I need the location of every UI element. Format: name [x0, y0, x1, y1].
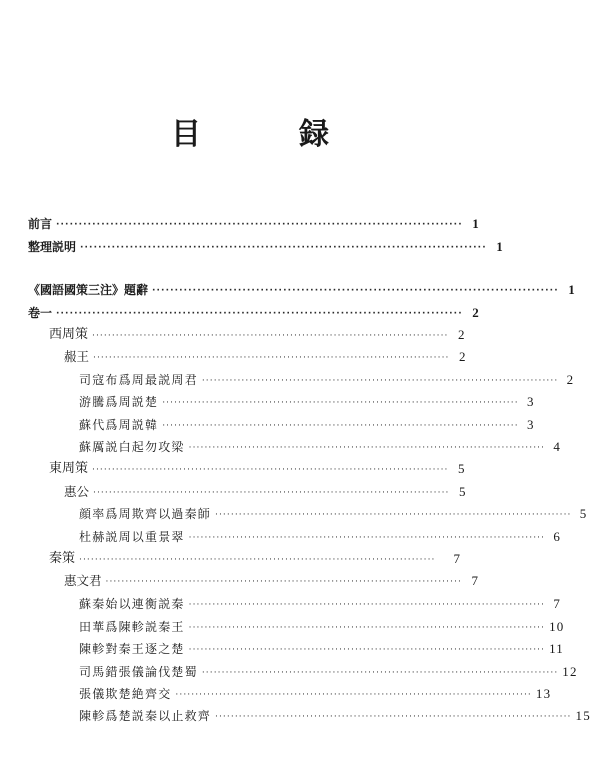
toc-entry-chapter[interactable] [79, 593, 562, 615]
toc-entry-chapter[interactable] [79, 705, 591, 727]
toc-page-number: 15 [575, 708, 591, 723]
toc-dot-leader: ·························································································· [80, 243, 487, 253]
toc-entry-title: 陳軫對秦王逐之楚 [79, 642, 185, 656]
toc-entry-title: 秦策 [49, 551, 76, 566]
page-title: 目 録 [171, 117, 363, 152]
toc-page-number: 12 [562, 664, 578, 679]
toc-dot-leader: ·························································································· [215, 712, 572, 722]
toc-page-number: 11 [549, 641, 565, 656]
toc-page-number: 6 [553, 529, 562, 544]
toc-entry-title: 顔率爲周欺齊以過秦師 [79, 507, 212, 521]
toc-entry-title: 張儀欺楚絶齊交 [79, 687, 172, 701]
toc-dot-leader: ·························································································· [152, 286, 559, 296]
toc-page-number: 3 [526, 394, 535, 409]
toc-page-number: 5 [458, 461, 465, 476]
toc-entry-title: 《國語國策三注》題辭 [28, 283, 149, 297]
toc-entry-title: 赧王 [64, 349, 90, 364]
toc-entry-title: 卷一 [28, 306, 53, 320]
toc-dot-leader: ·························································································· [93, 488, 450, 498]
toc-entry-editorial-notes[interactable] [28, 236, 503, 258]
toc-entry-section[interactable] [49, 548, 460, 570]
toc-entry-title: 蘇厲説白起勿攻梁 [79, 440, 185, 454]
toc-entry-title: 前言 [28, 217, 53, 231]
toc-entry-chapter[interactable] [79, 414, 535, 436]
toc-dot-leader: ·························································································· [188, 600, 546, 610]
toc-entry-chapter[interactable] [79, 436, 562, 458]
toc-entry-title: 東周策 [49, 461, 89, 476]
toc-page-number: 5 [459, 484, 466, 499]
toc-dot-leader: ·························································································· [188, 533, 546, 543]
toc-entry-title: 游騰爲周説楚 [79, 395, 159, 409]
toc-dot-leader: ·························································································· [92, 331, 449, 341]
toc-page-number: 7 [453, 551, 460, 566]
toc-entry-subsection[interactable] [64, 346, 466, 368]
toc-dot-leader: ·························································································· [215, 510, 572, 520]
toc-dot-leader: ·························································································· [188, 443, 546, 453]
toc-entry-title: 陳軫爲楚説秦以止救齊 [79, 709, 212, 723]
toc-entry-section[interactable] [49, 458, 465, 480]
toc-entry-chapter[interactable] [79, 369, 575, 391]
toc-page-number: 7 [553, 596, 562, 611]
toc-entry-title: 惠文君 [64, 573, 102, 588]
toc-dot-leader: ·························································································· [56, 309, 463, 319]
toc-entry-title: 司寇布爲周最説周君 [79, 373, 198, 387]
toc-page-number: 2 [458, 327, 465, 342]
toc-page-number: 2 [472, 305, 479, 320]
toc-entry-subsection[interactable] [64, 570, 478, 592]
toc-entry-chapter[interactable] [79, 616, 565, 638]
toc-entry-chapter[interactable] [79, 503, 588, 525]
toc-entry-title: 西周策 [49, 327, 89, 342]
toc-entry-chapter[interactable] [79, 391, 535, 413]
toc-entry-chapter[interactable] [79, 526, 562, 548]
toc-dot-leader: ·························································································· [79, 555, 436, 565]
toc-page-number: 1 [568, 282, 575, 297]
toc-dot-leader: ·························································································· [105, 577, 462, 587]
toc-dot-leader: ·························································································· [175, 690, 532, 700]
toc-entry-preface[interactable] [28, 213, 479, 235]
toc-entry-title: 田華爲陳軫説秦王 [79, 620, 185, 634]
toc-entry-title: 司馬錯張儀論伐楚蜀 [79, 665, 198, 679]
toc-dot-leader: ·························································································· [92, 465, 449, 475]
toc-entry-subsection[interactable] [64, 481, 466, 503]
toc-dot-leader: ·························································································· [201, 668, 559, 678]
toc-dot-leader: ·························································································· [201, 376, 559, 386]
toc-entry-chapter[interactable] [79, 638, 565, 660]
toc-entry-title: 蘇秦始以連衡説秦 [79, 597, 185, 611]
toc-entry-chapter[interactable] [79, 683, 552, 705]
toc-page-number: 13 [535, 686, 552, 701]
toc-dot-leader: ·························································································· [162, 398, 519, 408]
toc-page-number: 1 [496, 239, 503, 254]
toc-entry-title: 杜赫説周以重景翠 [79, 530, 185, 544]
toc-entry-volume-1[interactable] [28, 302, 479, 324]
toc-entry-inscription[interactable] [28, 279, 575, 301]
toc-dot-leader: ·························································································· [188, 623, 546, 633]
toc-page-number: 5 [579, 506, 588, 521]
toc-entry-title: 惠公 [64, 484, 90, 499]
toc-page-number: 2 [459, 349, 466, 364]
toc-entry-title: 整理説明 [28, 240, 77, 254]
toc-dot-leader: ·························································································· [56, 220, 463, 230]
toc-entry-title: 蘇代爲周説韓 [79, 418, 159, 432]
toc-dot-leader: ·························································································· [188, 645, 546, 655]
toc-dot-leader: ·························································································· [162, 421, 519, 431]
toc-entry-section[interactable] [49, 324, 465, 346]
toc-dot-leader: ·························································································· [93, 353, 450, 363]
toc-page-number: 3 [526, 417, 535, 432]
toc-page-number: 2 [566, 372, 575, 387]
toc-page-number: 4 [553, 439, 562, 454]
toc-page-number: 10 [549, 619, 565, 634]
toc-page-number: 1 [472, 216, 479, 231]
toc-entry-chapter[interactable] [79, 661, 578, 683]
toc-page-number: 7 [471, 573, 478, 588]
